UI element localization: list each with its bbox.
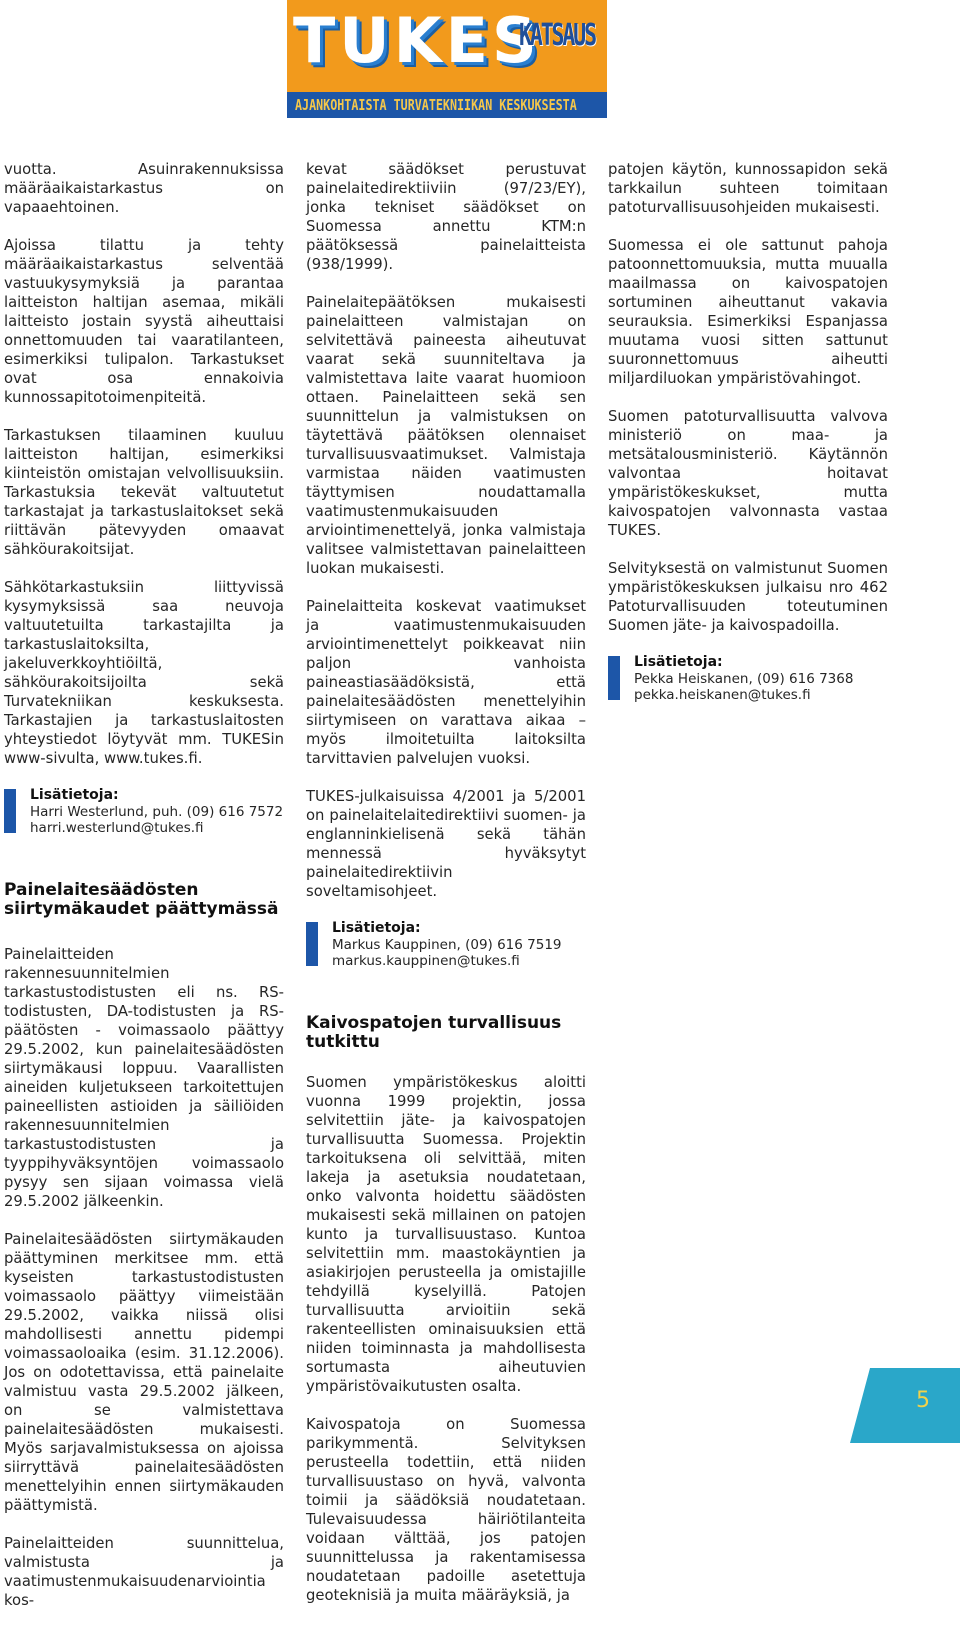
contact-box xyxy=(306,920,586,970)
section-heading: Painelaitesäädösten siirtymäkaudet päättymässä xyxy=(4,879,279,919)
paragraph: patojen käytön, kunnossapidon sekä tarkkailun suhteen toimitaan patoturvallisuusohjeiden mukaisesti. xyxy=(608,161,888,216)
paragraph: vuotta. Asuinrakennuksissa määräaikaistarkastus on vapaaehtoinen. xyxy=(4,161,284,216)
logo-tagline: AJANKOHTAISTA TURVATEKNIIKAN KESKUKSESTA xyxy=(295,96,577,114)
paragraph: Kaivospatoja on Suomessa parikymmentä. Selvityksen perusteella todettiin, että niiden turvallisuustaso on hyvä, valvonta toimii ja säädöksiä noudatetaan. Tulevaisuudessa häiriötilanteita voidaan välttää, jos patojen suunnittelussa ja rakentamisessa noudatetaan padoille asetettuja geoteknisiä ja muita määräyksiä, ja xyxy=(306,1415,586,1604)
contact-name: Markus Kauppinen, (09) 616 7519 xyxy=(332,936,562,953)
paragraph: Painelaitepäätöksen mukaisesti painelaitteen valmistajan on selvitettävä paineesta aiheutuvat vaarat sekä suunniteltava ja valmistettava laite vaarat huomioon ottaen. Painelaitteen sekä sen suunnittelun ja valmistuksen on täytettävä päätöksen olennaiset turvallisuusvaatimukset. Valmistaja varmistaa näiden vaatimusten täyttymisen noudattamalla vaatimustenmukaisuuden arviointimenettelyä, jonka valmistaja valitsee valmistettavan painelaitteen luokan mukaisesti. xyxy=(306,294,586,577)
column-1 xyxy=(4,160,284,1629)
paragraph: Suomen patoturvallisuutta valvova ministeriö on maa- ja metsätalousministeriö. Käytännön valvontaa hoitavat ympäristökeskukset, mutta kaivospatojen valvonnasta vastaa TUKES. xyxy=(608,408,888,539)
paragraph: Ajoissa tilattu ja tehty määräaikaistarkastus selventää vastuukysymyksiä ja parantaa laitteiston haltijan asemaa, mikäli laitteisto jostain syystä aiheuttaisi onnettomuuden tai vaaratilanteen, esimerkiksi tulipalon. Tarkastukset ovat osa ennakoivia kunnossapitotoimenpiteitä. xyxy=(4,237,284,406)
contact-email: pekka.heiskanen@tukes.fi xyxy=(634,687,811,703)
paragraph: Suomen ympäristökeskus aloitti vuonna 1999 projektin, jossa selvitettiin jäte- ja kaivospatojen turvallisuutta Suomessa. Projektin tarkoituksena oli selvittää, miten lakeja ja asetuksia noudatetaan, onko valvonta hoidettu säädösten mukaisesti sekä millainen on patojen kunto ja turvallisuustaso. Kuntoa selvitettiin mm. maastokäyntien ja asiakirjojen perusteella ja omistajille tehdyillä kyselyillä. Patojen turvallisuutta arvioitiin sekä rakenteellisten ominaisuuksien että niiden toiminnasta ja mahdollisesta sortumasta aiheutuvien ympäristövaikutusten osalta. xyxy=(306,1073,586,1395)
page-number: 5 xyxy=(916,1388,930,1413)
page-number-tab xyxy=(870,1368,960,1443)
paragraph: Painelaitteiden suunnittelua, valmistusta ja vaatimustenmukaisuudenarviointia kos- xyxy=(4,1534,284,1609)
contact-box xyxy=(608,654,888,704)
contact-bar xyxy=(608,656,620,700)
paragraph: Tarkastuksen tilaaminen kuuluu laitteiston haltijan, esimerkiksi kiinteistön omistajan velvollisuuksiin. Tarkastuksia tekevät valtuutetut tarkastajat ja tarkastuslaitokset sekä riittävän pätevyyden omaavat sähköurakoitsijat. xyxy=(4,427,284,558)
logo-band xyxy=(287,92,607,118)
paragraph: Selvityksestä on valmistunut Suomen ympäristökeskuksen julkaisu nro 462 Patoturvallisuuden toteutuminen Suomen jäte- ja kaivospadoilla. xyxy=(608,560,888,634)
paragraph: Sähkötarkastuksiin liittyvissä kysymyksissä saa neuvoja valtuutetuilta tarkastajilta ja tarkastuslaitoksilta, jakeluverkkoyhtiöiltä, sähköurakoitsijoilta sekä Turvatekniikan keskuksesta. Tarkastajien ja tarkastuslaitosten yhteystiedot löytyvät mm. TUKESin www-sivulta, www.tukes.fi. xyxy=(4,579,284,767)
tukes-katsaus-logo xyxy=(287,0,607,118)
contact-email: markus.kauppinen@tukes.fi xyxy=(332,953,520,969)
logo-sub: KATSAUS xyxy=(519,18,595,53)
paragraph: Painelaitesäädösten siirtymäkauden päättyminen merkitsee mm. että kyseisten tarkastustodistusten voimassaolo päättyy viimeistään 29.5.2002, vaikka niissä olisi mahdollisesti annettu pidempi voimassaoloaika (esim. 31.12.2006). Jos on odotettavissa, että painelaite valmistuu vasta 29.5.2002 jälkeen, on se valmistettava painelaitesäädösten mukaisesti. Myös sarjavalmistuksessa on ajoissa siirryttävä painelaitesäädösten menettelyihin ennen siirtymäkauden päättymistä. xyxy=(4,1230,284,1514)
contact-name: Pekka Heiskanen, (09) 616 7368 xyxy=(634,670,854,687)
contact-title: Lisätietoja: xyxy=(30,787,119,803)
paragraph: kevat säädökset perustuvat painelaitedirektiiviin (97/23/EY), jonka tekniset säädökset on Suomessa annettu KTM:n päätöksessä painelaitteista (938/1999). xyxy=(306,161,586,273)
contact-box xyxy=(4,787,284,837)
page-tab-edge xyxy=(850,1368,870,1443)
paragraph: Painelaitteiden rakennesuunnitelmien tarkastustodistusten eli ns. RS-todistusten, DA-todistusten ja RS-päätösten - voimassaolo päättyy 29.5.2002, kun painelaitesäädösten siirtymäkausi loppuu. Vaarallisten aineiden kuljetukseen tarkoitettujen paineellisten astioiden ja säiliöiden rakennesuunnitelmien tarkastustodistusten ja tyyppihyväksyntöjen voimassaolo pysyy sen sijaan voimassa vielä 29.5.2002 jälkeenkin. xyxy=(4,945,284,1210)
contact-bar xyxy=(4,789,16,833)
contact-title: Lisätietoja: xyxy=(634,654,723,670)
section-heading: Kaivospatojen turvallisuus tutkittu xyxy=(306,1012,562,1052)
paragraph: Painelaitteita koskevat vaatimukset ja vaatimustenmukaisuuden arviointimenettelyt poikkeavat niin paljon vanhoista paineastiasäädöksistä, että painelaitesäädösten menettelyihin siirtymiseen on varattava aikaa – myös ilmoitetuilta laitoksilta tarvittavien palvelujen vuoksi. xyxy=(306,598,586,767)
column-2 xyxy=(306,160,586,1624)
contact-email: harri.westerlund@tukes.fi xyxy=(30,820,204,836)
column-3 xyxy=(608,160,888,744)
paragraph: TUKES-julkaisuissa 4/2001 ja 5/2001 on painelaitelaitedirektiivi suomen- ja englanninkielisenä sekä tähän mennessä hyväksytyt painelaitedirektiivin soveltamisohjeet. xyxy=(306,788,586,900)
logo-word: TUKES xyxy=(293,4,541,77)
contact-title: Lisätietoja: xyxy=(332,920,421,936)
contact-name: Harri Westerlund, puh. (09) 616 7572 xyxy=(30,803,284,820)
contact-bar xyxy=(306,922,318,966)
paragraph: Suomessa ei ole sattunut pahoja patoonnettomuuksia, mutta muualla maailmassa on kaivospatojen sortuminen aiheuttanut vakavia seurauksia. Esimerkiksi Espanjassa muutama vuosi sitten sattunut suuronnettomuus aiheutti miljardiluokan ympäristövahingot. xyxy=(608,237,888,387)
